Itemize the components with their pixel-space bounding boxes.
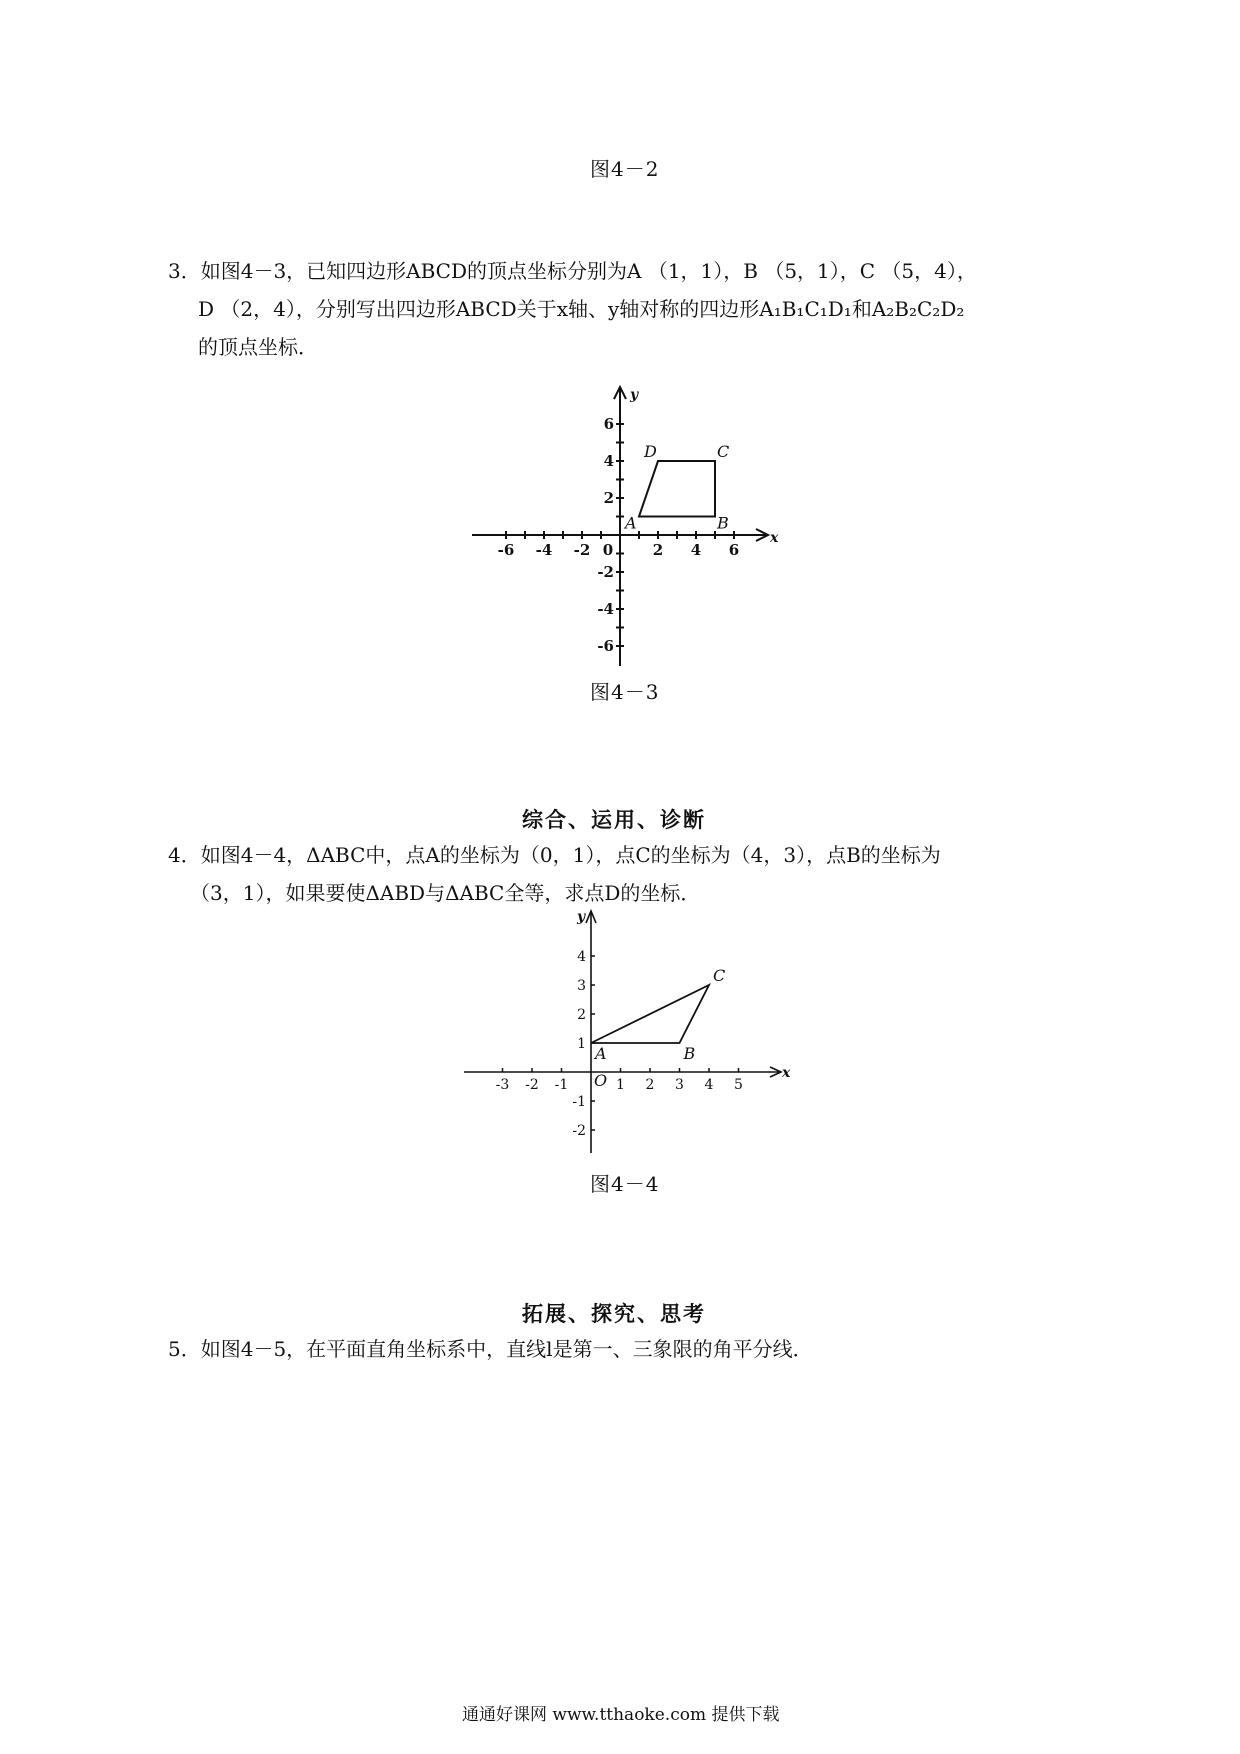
figure-4-2-caption: 图4－2: [590, 157, 660, 181]
y-tick-label: -4: [597, 600, 614, 618]
problem-3-line-1: 3．如图4－3，已知四边形ABCD的顶点坐标分别为A （1，1），B （5，1），C （5，4），: [168, 259, 977, 283]
y-tick-label: 2: [603, 489, 614, 507]
y-axis-label: y: [577, 909, 586, 925]
section-heading-1: 综合、运用、诊断: [522, 807, 706, 832]
vertex-label-d: D: [644, 442, 657, 461]
vertex-label-b: B: [717, 513, 729, 533]
y-tick-label: -2: [597, 563, 614, 581]
x-tick-label: -4: [535, 541, 553, 559]
y-tick-label: -2: [572, 1123, 586, 1139]
x-tick-label: 3: [675, 1077, 684, 1093]
x-tick-label: 0: [602, 541, 614, 559]
problem-3: [168, 252, 1068, 366]
section-heading-2: 拓展、探究、思考: [522, 1301, 706, 1326]
y-tick-label: 6: [603, 415, 614, 433]
quadrilateral-abcd: [639, 461, 715, 517]
x-axis-label: x: [782, 1065, 790, 1081]
vertex-label-b: B: [683, 1044, 696, 1063]
y-tick-label: 4: [577, 949, 586, 965]
x-tick-label: 4: [704, 1077, 714, 1093]
problem-3-line-2: D （2，4），分别写出四边形ABCD关于x轴、y轴对称的四边形A₁B₁C₁D₁和A₂B₂C₂D₂: [198, 297, 965, 321]
x-tick-label: -2: [573, 541, 591, 559]
figure-4-3-caption: 图4－3: [590, 680, 660, 704]
triangle-abc: [591, 985, 709, 1043]
figure-4-4-plot: [460, 905, 790, 1160]
x-axis-label: x: [770, 530, 779, 546]
problem-4-line-1: 4．如图4－4，ΔABC中，点A的坐标为（0，1），点C的坐标为（4，3），点B的坐标为: [168, 843, 941, 867]
x-tick-label: -2: [525, 1077, 539, 1093]
vertex-label-c: C: [713, 966, 726, 985]
x-tick-label: 1: [616, 1077, 625, 1093]
x-tick-label: -6: [497, 541, 515, 559]
problem-3-line-3: 的顶点坐标．: [198, 335, 318, 359]
origin-label: O: [594, 1071, 608, 1090]
y-axis-label: y: [630, 387, 639, 403]
x-tick-label: 5: [734, 1077, 743, 1093]
problem-4-line-2: （3，1），如果要使ΔABD与ΔABC全等，求点D的坐标．: [190, 881, 701, 905]
y-tick-label: -1: [572, 1094, 586, 1110]
y-tick-label: 4: [603, 452, 614, 470]
vertex-label-a: A: [595, 1044, 607, 1063]
x-tick-label: -1: [554, 1077, 569, 1093]
y-tick-label: 2: [577, 1007, 586, 1023]
x-tick-label: 2: [652, 541, 664, 559]
x-tick-label: 6: [728, 541, 740, 559]
y-tick-label: 3: [577, 978, 586, 994]
problem-5: 5．如图4－5，在平面直角坐标系中，直线l是第一、三象限的角平分线．: [168, 1337, 813, 1361]
vertex-label-c: C: [717, 442, 730, 461]
x-tick-label: 4: [690, 541, 702, 559]
x-tick-label: -3: [495, 1077, 510, 1093]
vertex-label-a: A: [625, 513, 637, 533]
problem-4: [168, 836, 1068, 912]
x-tick-label: 2: [645, 1077, 655, 1093]
figure-4-3-plot: [470, 385, 780, 670]
footer-text: 通通好课网 www.tthaoke.com 提供下载: [462, 1705, 780, 1725]
figure-4-4-caption: 图4－4: [590, 1172, 660, 1196]
y-tick-label: 1: [577, 1036, 586, 1052]
y-tick-label: -6: [597, 637, 614, 655]
